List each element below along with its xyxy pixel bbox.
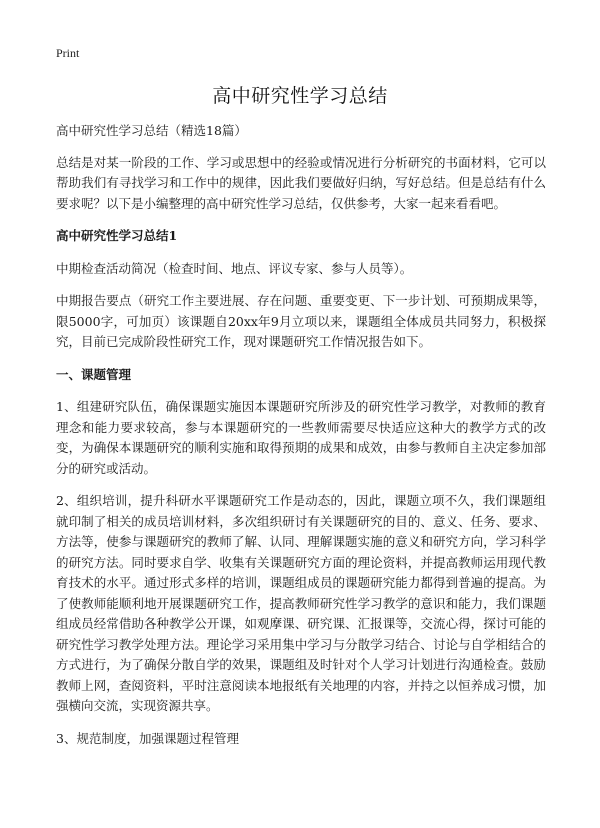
part-heading: 一、课题管理 <box>56 366 132 382</box>
intro-paragraph: 总结是对某一阶段的工作、学习或思想中的经验或情况进行分析研究的书面材料，它可以帮助我们有寻找学习和工作中的规律，因此我们要做好归纳，写好总结。但是总结有什么要求呢？以下是小编整理的高中研究性学习总结，仅供参考，大家一起来看看吧。 <box>56 154 546 211</box>
paragraph: 中期检查活动简况（检查时间、地点、评议专家、参与人员等）。 <box>56 260 413 276</box>
section-heading: 高中研究性学习总结1 <box>56 228 178 243</box>
document-subtitle: 高中研究性学习总结（精选18篇） <box>56 123 247 138</box>
paragraph: 中期报告要点（研究工作主要进展、存在问题、重要变更、下一步计划、可预期成果等，限5000字，可加页）该课题自20xx年9月立项以来，课题组全体成员共同努力，积极探究，目前已完成阶段性研究工作，现对课题研究工作情况报告如下。 <box>56 293 546 349</box>
list-item-paragraph: 2、组织培训，提升科研水平课题研究工作是动态的，因此，课题立项不久，我们课题组就印制了相关的成员培训材料，多次组织研讨有关课题研究的目的、意义、任务、要求、方法等，使参与课题研究的教师了解、认同、理解课题实施的意义和研究方向，学习科学的研究方法。同时要求自学、收集有关课题研究方面的理论资料，并提高教师运用现代教育技术的水平。通过形式多样的培训，课题组成员的课题研究能力都得到普遍的提高。为了使教师能顺利地开展课题研究工作，提高教师研究性学习教学的意识和能力，我们课题组成员经常借助各种教学公开课，如观摩课、研究课、汇报课等，交流心得，探讨可能的研究性学习教学处理方法。理论学习采用集中学习与分散学习结合、讨论与自学相结合的方式进行，为了确保分散自学的效果，课题组及时针对个人学习计划进行沟通检查。鼓励教师上网，查阅资料，平时注意阅读本地报纸有关地理的内容，并持之以恒养成习惯，加强横向交流，实现资源共享。 <box>56 493 546 713</box>
list-item-paragraph: 1、组建研究队伍，确保课题实施因本课题研究所涉及的研究性学习教学，对教师的教育理念和能力要求较高，参与本课题研究的一些教师需要尽快适应这种大的教学方式的改变，为确保本课题研究的顺利实施和取得预期的成果和成效，由参与教师自主决定参加部分的研究或活动。 <box>56 399 546 476</box>
list-item-paragraph: 3、规范制度，加强课题过程管理 <box>56 730 239 746</box>
page-title: 高中研究性学习总结 <box>212 85 388 107</box>
document-body <box>56 121 546 761</box>
print-link[interactable]: Print <box>56 46 80 60</box>
